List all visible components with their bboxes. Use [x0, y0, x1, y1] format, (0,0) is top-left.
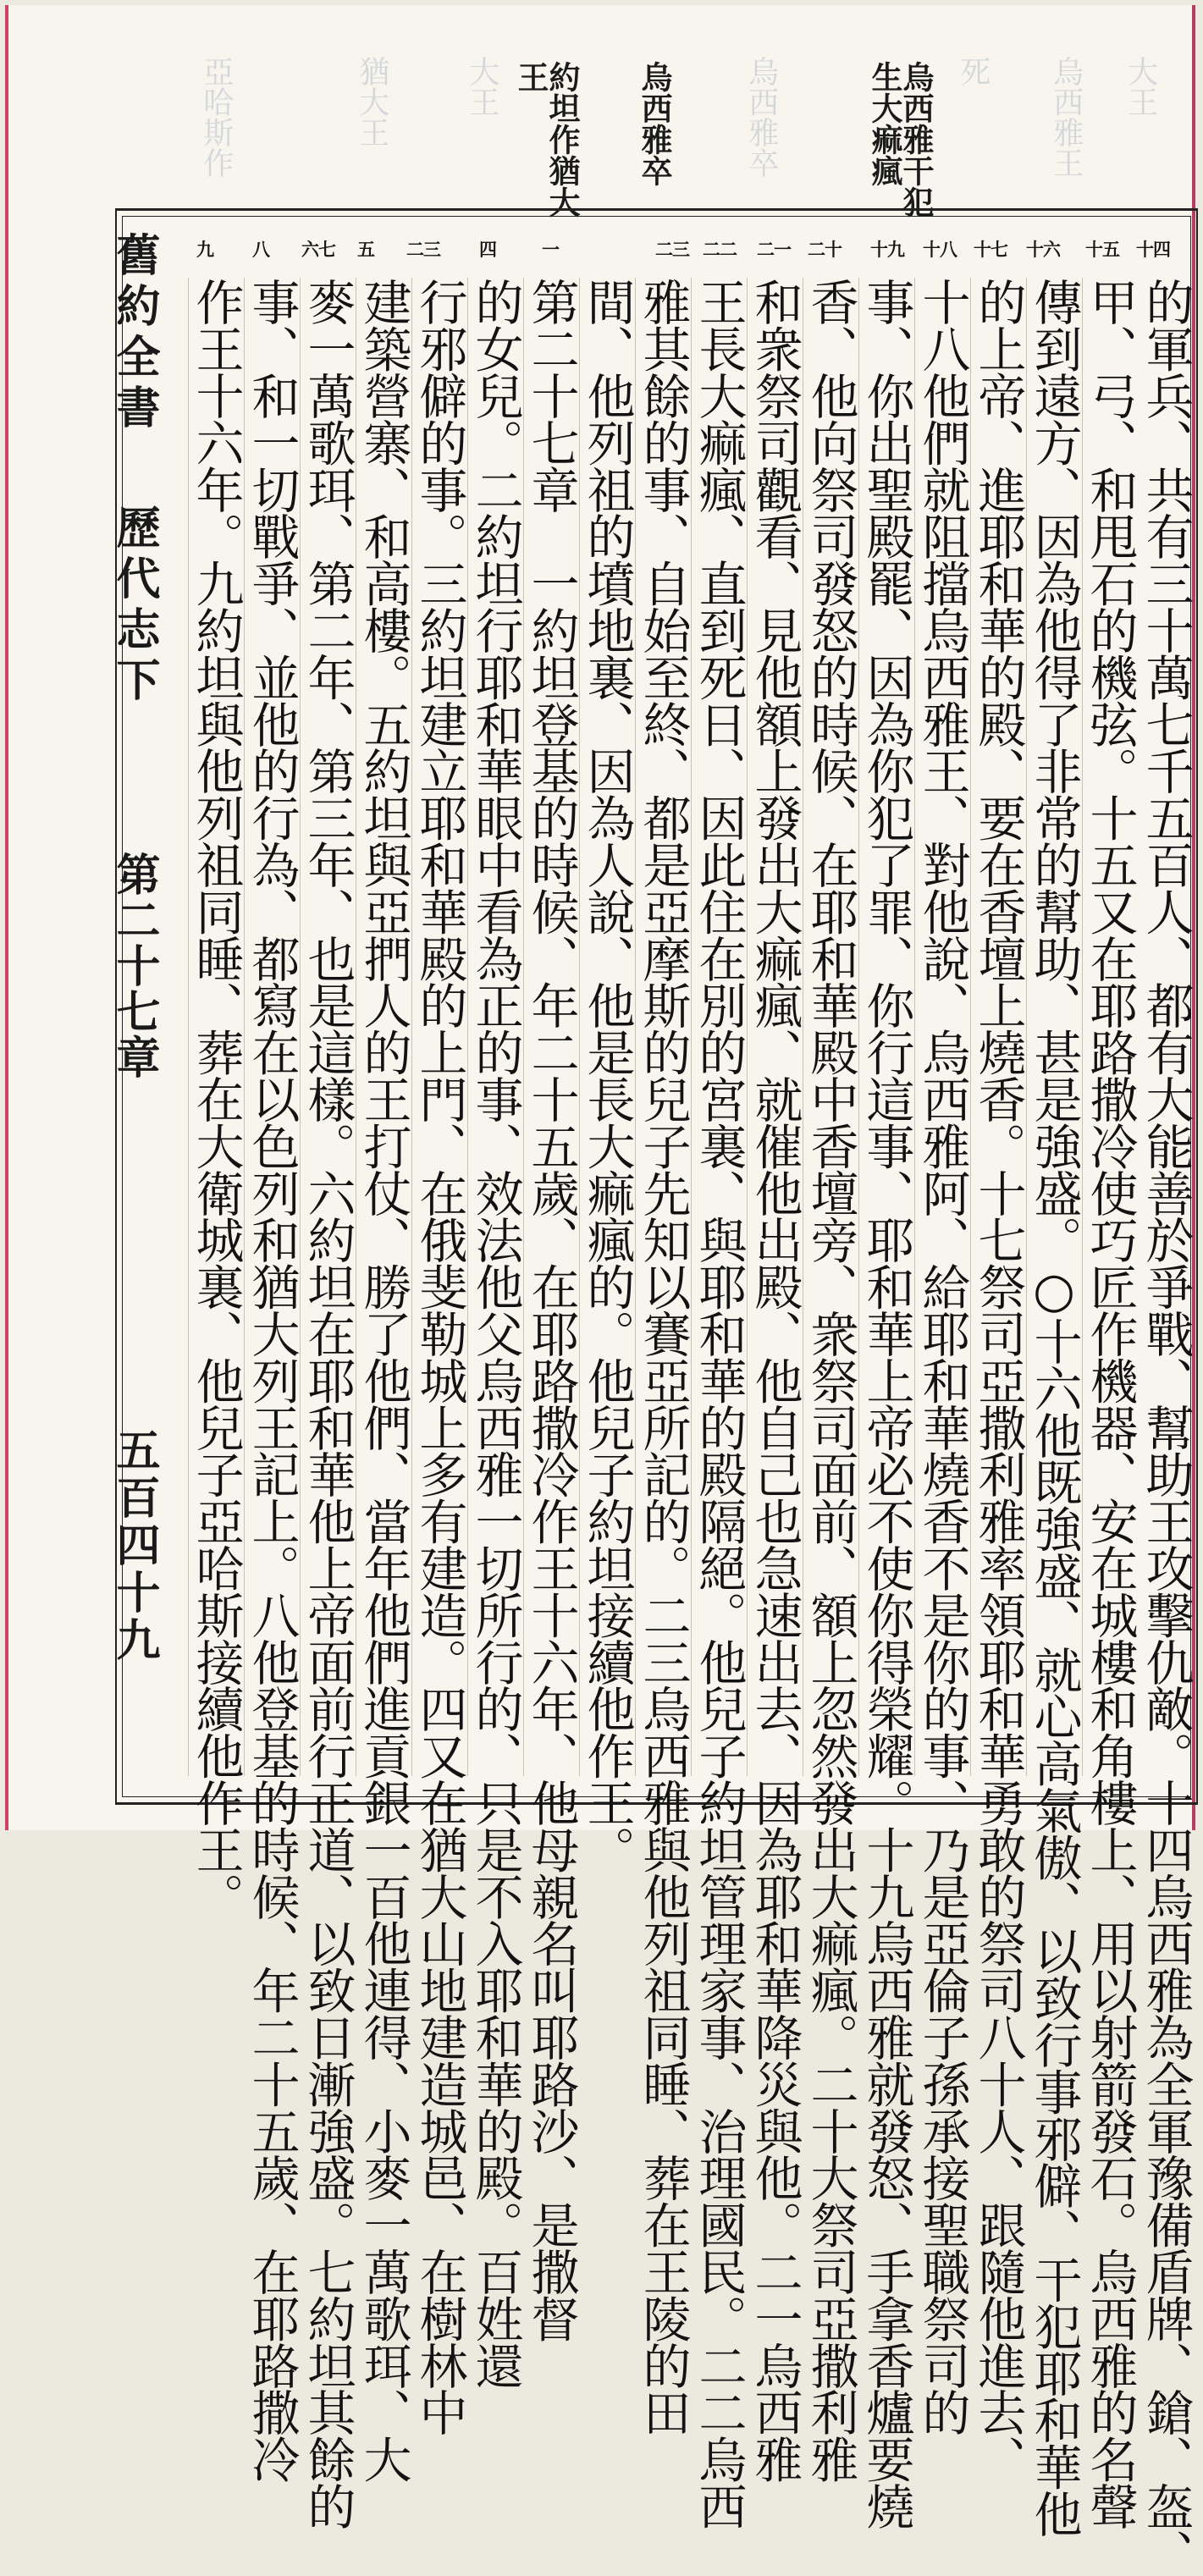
verse-number: 十五 — [1085, 239, 1119, 260]
bleed-through-text: 大王 — [1123, 56, 1158, 117]
verse-number: 一 — [542, 239, 559, 260]
text-column: 行邪僻的事。三約坦建立耶和華殿的上門、在俄斐勒城上多有建造。四又在猶大山地建造城邑、在樹林中 — [411, 278, 467, 2435]
marginal-note: 約坦作猶大 王 — [512, 61, 581, 218]
text-column: 香、他向祭司發怒的時候、在耶和華殿中香壇旁、衆祭司面前、額上忽然發出大痲瘋。二十大祭司亞撒利雅 — [803, 278, 858, 2482]
text-column: 十八他們就阻擋烏西雅王、對他說、烏西雅阿、給耶和華燒香不是你的事、乃是亞倫子孫承接聖職祭司的 — [914, 278, 970, 2435]
bleed-through-text: 死 — [955, 56, 991, 86]
verse-number: 十九 — [870, 239, 904, 260]
text-column: 雅其餘的事、自始至終、都是亞摩斯的兒子先知以賽亞所記的。二三烏西雅與他列祖同睡、葬在王陵的田 — [635, 278, 691, 2435]
marginal-note: 烏西雅干犯 生大痲瘋 — [866, 61, 935, 218]
text-column: 事、和一切戰爭、並他的行為、都寫在以色列和猶大列王記上。八他登基的時候、年二十五歲、在耶路撒冷 — [244, 278, 300, 2482]
verse-number: 二二 — [703, 239, 737, 260]
chapter-heading-column: 第二十七章 一約坦登基的時候、年二十五歲、在耶路撒冷作王十六年、他母親名叫耶路沙、是撒督 — [523, 278, 579, 2342]
page-number: 五百四十九 — [108, 1427, 160, 1664]
text-column: 麥一萬歌珥、第二年、第三年、也是這樣。六約坦在耶和華他上帝面前行正道、以致日漸強盛。七約坦其餘的 — [300, 278, 356, 2529]
text-column: 建築營寨、和高樓。五約坦與亞捫人的王打仗、勝了他們、當年他們進貢銀一百他連得、小麥一萬歌珥、大 — [356, 278, 411, 2482]
verse-number: 二一 — [757, 239, 791, 260]
scripture-page — [5, 5, 1195, 2576]
bleed-through-text: 烏西雅卒 — [743, 56, 779, 178]
verse-number: 六七 — [301, 239, 335, 260]
verse-number: 二十 — [808, 239, 842, 260]
text-column: 事、你出聖殿罷、因為你犯了罪、你行這事、耶和華上帝必不使你得榮耀。十九烏西雅就發怒、手拿香爐要燒 — [858, 278, 914, 2529]
bleed-through-text: 猶大王 — [354, 56, 389, 147]
verse-number: 四 — [479, 239, 496, 260]
text-column: 作王十六年。九約坦與他列祖同睡、葬在大衛城裏、他兒子亞哈斯接續他作王。 — [188, 278, 244, 1920]
verse-number: 九 — [196, 239, 213, 260]
verse-number: 十七 — [974, 239, 1007, 260]
verse-number: 十八 — [923, 239, 957, 260]
text-column: 甲、弓、和甩石的機弦。十五又在耶路撒冷使巧匠作機器、安在城樓和角樓上、用以射箭發石。烏西雅的名聲 — [1082, 278, 1138, 2529]
marginal-note: 烏西雅卒 — [636, 61, 673, 186]
text-column: 的女兒。二約坦行耶和華眼中看為正的事、效法他父烏西雅一切所行的、只是不入耶和華的殿。百姓還 — [467, 278, 523, 2389]
verse-number: 二三 — [655, 239, 689, 260]
verse-number: 十四 — [1136, 239, 1170, 260]
text-column: 和衆祭司觀看、見他額上發出大痲瘋、就催他出殿、他自己也急速出去、因為耶和華降災與他。二一烏西雅 — [747, 278, 803, 2482]
bleed-through-text: 大王 — [464, 56, 499, 117]
text-column: 王長大痲瘋、直到死日、因此住在別的宮裏、與耶和華的殿隔絕。他兒子約坦管理家事、治理國民。二二烏西 — [691, 278, 747, 2529]
verse-number: 五 — [357, 239, 374, 260]
verse-number: 二三 — [406, 239, 440, 260]
book-title: 舊約全書 — [108, 232, 160, 435]
bleed-through-text: 亞哈斯作 — [198, 56, 234, 178]
text-column: 的軍兵、共有三十萬七千五百人、都有大能善於爭戰、幫助王攻擊仇敵。十四烏西雅為全軍豫備盾牌、鎗、盔、 — [1138, 278, 1194, 2576]
bleed-through-text: 烏西雅王 — [1048, 56, 1084, 178]
text-column: 傳到遠方、因為他得了非常的幫助、甚是強盛。○十六他既強盛、就心高氣傲、以致行事邪僻、干犯耶和華他 — [1026, 278, 1082, 2537]
chapter-label: 第二十七章 — [108, 852, 160, 1080]
text-column: 的上帝、進耶和華的殿、要在香壇上燒香。十七祭司亞撒利雅率領耶和華勇敢的祭司八十人、跟隨他進去、 — [970, 278, 1026, 2482]
text-column: 間、他列祖的墳地裏、因為人說、他是長大痲瘋的。他兒子約坦接續他作王。 — [579, 278, 635, 1873]
verse-number: 八 — [252, 239, 269, 260]
verse-number: 十六 — [1026, 239, 1060, 260]
book-section: 歷代志下 — [108, 505, 160, 708]
